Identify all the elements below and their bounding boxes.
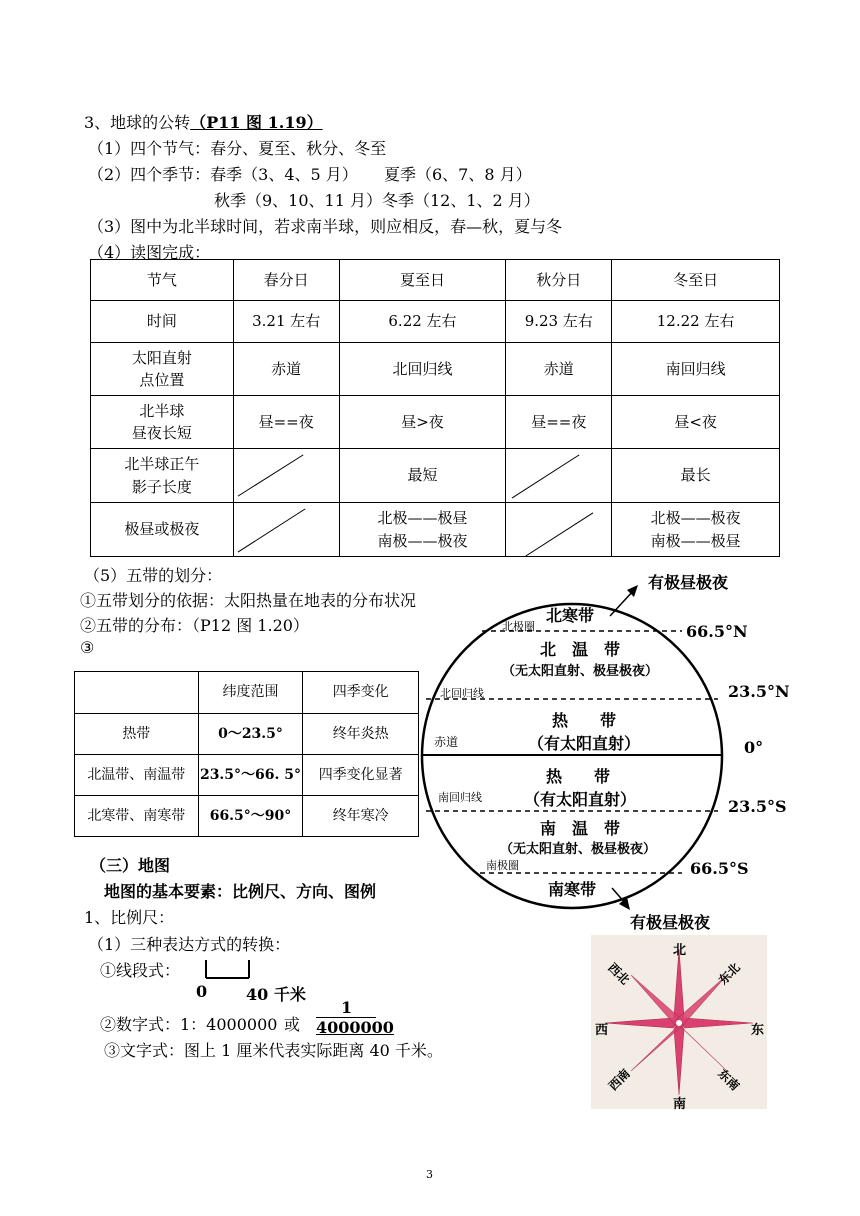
polar-day-night-top: 有极昼极夜	[648, 573, 729, 592]
page-number: 3	[426, 1168, 433, 1181]
table-cell: 节气	[91, 260, 234, 301]
table-cell: 南回归线	[612, 343, 780, 396]
table-cell: 0～23.5°	[198, 714, 303, 755]
table-row	[75, 796, 419, 837]
south-frigid-zone: 南寒带	[548, 880, 597, 899]
cell-line: 北极——极昼	[377, 509, 468, 527]
zones-distribution: ②五带的分布：（P12 图 1.20）	[80, 616, 309, 635]
table-row	[75, 714, 419, 755]
zones-basis: ①五带划分的依据：太阳热量在地表的分布状况	[80, 591, 417, 610]
tropical-note-south: （有太阳直射）	[524, 790, 637, 809]
zones-heading: （5）五带的划分：	[84, 566, 223, 585]
fraction-numerator: 1	[341, 998, 353, 1017]
read-figure-line: （4）读图完成：	[88, 243, 211, 262]
cell-line: 昼夜长短	[131, 424, 192, 442]
table-cell: 赤道	[233, 343, 339, 396]
table-cell: 北寒带、南寒带	[75, 796, 199, 837]
polar-day-night-bottom: 有极昼极夜	[630, 913, 711, 932]
latitude-66-5-south: 66.5°S	[690, 859, 749, 878]
latitude-0: 0°	[744, 738, 764, 757]
antarctic-circle-label: 南极圈	[486, 859, 519, 872]
cell-line: 北半球	[139, 401, 185, 420]
compass-north: 北	[673, 943, 687, 958]
diagonal-slash	[234, 449, 339, 502]
table-cell: 夏至日	[339, 260, 506, 301]
compass-west: 西	[595, 1023, 609, 1038]
cell-line: 太阳直射	[131, 348, 192, 367]
cell-line: 北极——极夜	[650, 509, 741, 527]
table-cell: 北温带、南温带	[75, 755, 199, 796]
latitude-23-5-north: 23.5°N	[728, 682, 790, 701]
cell-line: 点位置	[139, 371, 185, 389]
table-cell	[91, 449, 234, 503]
north-temperate-zone: 北 温 带	[540, 640, 621, 659]
section-title-text: 3、地球的公转	[84, 113, 191, 132]
verbal-scale: ③文字式：图上 1 厘米代表实际距离 40 千米。	[104, 1041, 443, 1060]
diagonal-slash	[506, 449, 611, 502]
equator-label: 赤道	[434, 735, 459, 749]
table-cell: 春分日	[233, 260, 339, 301]
diagonal-slash	[234, 503, 339, 556]
diagonal-slash	[506, 503, 611, 556]
solar-terms-table	[90, 259, 780, 557]
seasons-line-a: （2）四个季节：春季（3、4、5 月）	[88, 165, 358, 184]
table-cell: 最长	[612, 449, 780, 503]
table-cell	[91, 396, 234, 449]
south-temperate-zone: 南 温 带	[540, 819, 621, 838]
scale-bar-icon	[204, 958, 252, 980]
compass-northwest: 西北	[605, 960, 633, 988]
table-cell: 四季变化显著	[303, 755, 419, 796]
table-cell: 9.23 左右	[506, 301, 612, 343]
fraction-denominator: 4000000	[316, 1018, 394, 1037]
latitude-66-5-north: 66.5°N	[686, 622, 748, 641]
table-cell	[91, 343, 234, 396]
latitude-23-5-south: 23.5°S	[728, 797, 787, 816]
arctic-circle-label: 北极圈	[502, 620, 535, 633]
table-cell: 23.5°～66. 5°	[198, 755, 303, 796]
table-row	[75, 755, 419, 796]
table-cell: 极昼或极夜	[91, 503, 234, 557]
table-cell: 12.22 左右	[612, 301, 780, 343]
tropical-zone-north: 热 带	[552, 711, 617, 730]
compass-northeast: 东北	[715, 960, 743, 988]
compass-south: 南	[673, 1097, 687, 1112]
table-cell: 冬至日	[612, 260, 780, 301]
table-cell	[506, 503, 612, 557]
tropical-zone-south: 热 带	[546, 767, 611, 786]
cell-line: 北半球正午	[124, 455, 200, 473]
table-row	[75, 672, 419, 714]
table-cell	[233, 503, 339, 557]
tropic-cancer-label: 北回归线	[440, 687, 484, 700]
hemisphere-note: （3）图中为北半球时间，若求南半球，则应相反，春—秋，夏与冬	[88, 217, 563, 236]
table-cell: 秋分日	[506, 260, 612, 301]
table-cell: 时间	[91, 301, 234, 343]
compass-rose	[591, 935, 767, 1112]
zones-item-3: ③	[80, 638, 95, 657]
table-cell	[612, 503, 780, 557]
scale-zero: 0	[196, 982, 208, 1001]
numeric-scale: ②数字式：1：4000000	[100, 1015, 278, 1034]
compass-southwest: 西南	[605, 1066, 633, 1094]
scale-forty-km: 40 千米	[246, 985, 306, 1004]
table-cell: 最短	[339, 449, 506, 503]
table-cell: 热带	[75, 714, 199, 755]
compass-southeast: 东南	[715, 1066, 743, 1094]
table-row	[91, 260, 780, 301]
tropic-capricorn-label: 南回归线	[438, 791, 482, 804]
north-frigid-zone: 北寒带	[546, 606, 595, 625]
table-row	[91, 301, 780, 343]
scale-conversion: （1）三种表达方式的转换：	[88, 935, 291, 954]
line-scale-label: ①线段式：	[100, 961, 181, 980]
table-row	[91, 396, 780, 449]
table-cell	[233, 449, 339, 503]
seasons-line-c: 秋季（9、10、11 月）冬季（12、1、2 月）	[214, 191, 540, 210]
table-cell	[506, 449, 612, 503]
south-temperate-note: （无太阳直射、极昼极夜）	[500, 842, 657, 857]
table-cell: 6.22 左右	[339, 301, 506, 343]
table-cell	[339, 503, 506, 557]
table-cell	[75, 672, 199, 714]
table-cell: 四季变化	[303, 672, 419, 714]
table-cell: 昼<夜	[612, 396, 780, 449]
table-cell: 纬度范围	[198, 672, 303, 714]
numeric-scale-or: 或	[284, 1015, 301, 1034]
scale-heading: 1、比例尺：	[84, 908, 175, 927]
table-cell: 终年寒冷	[303, 796, 419, 837]
table-row	[91, 343, 780, 396]
cell-line: 南极——极昼	[650, 531, 741, 550]
compass-east: 东	[751, 1023, 765, 1038]
table-cell: 赤道	[506, 343, 612, 396]
table-row	[91, 449, 780, 503]
zones-table	[74, 671, 419, 837]
solar-terms-line: （1）四个节气：春分、夏至、秋分、冬至	[88, 139, 387, 158]
table-cell: 昼>夜	[339, 396, 506, 449]
table-cell: 昼==夜	[233, 396, 339, 449]
table-row	[91, 503, 780, 557]
table-cell: 北回归线	[339, 343, 506, 396]
seasons-line-b: 夏季（6、7、8 月）	[384, 165, 532, 184]
table-cell: 3.21 左右	[233, 301, 339, 343]
section-title	[84, 110, 323, 133]
north-temperate-note: （无太阳直射、极昼极夜）	[502, 664, 659, 679]
table-cell: 终年炎热	[303, 714, 419, 755]
tropical-note-north: （有太阳直射）	[528, 734, 641, 753]
cell-line: 影子长度	[131, 477, 192, 496]
cell-line: 南极——极夜	[377, 531, 468, 550]
map-elements: 地图的基本要素：比例尺、方向、图例	[104, 882, 377, 901]
table-cell: 昼==夜	[506, 396, 612, 449]
table-cell: 66.5°～90°	[198, 796, 303, 837]
figure-reference: （P11 图 1.19）	[190, 113, 323, 132]
map-heading: （三）地图	[90, 856, 171, 875]
